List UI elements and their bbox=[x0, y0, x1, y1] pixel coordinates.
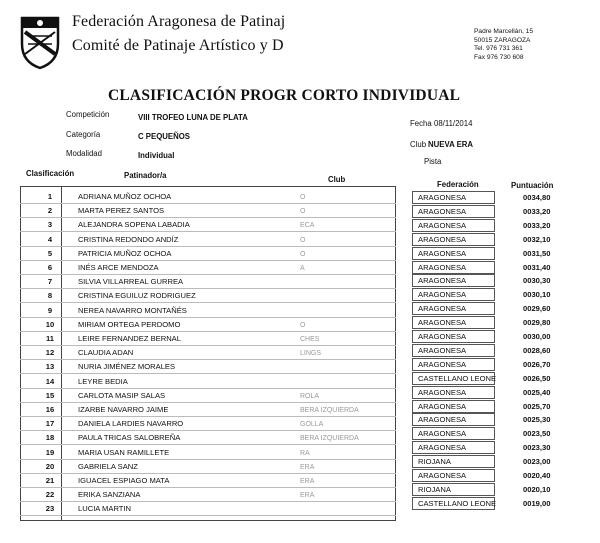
row-club: GOLLA bbox=[300, 421, 324, 428]
categoria-label: Categoría bbox=[66, 130, 101, 139]
club-label: Club bbox=[410, 140, 427, 149]
row-divider bbox=[20, 444, 396, 445]
row-club: RA bbox=[300, 450, 310, 457]
row-federation: ARAGONESA bbox=[418, 360, 467, 369]
row-skater-name: PATRICIA MUÑOZ OCHOA bbox=[78, 249, 172, 258]
row-federation: ARAGONESA bbox=[418, 207, 467, 216]
row-federation: ARAGONESA bbox=[418, 429, 467, 438]
row-score: 0023,50 bbox=[523, 429, 551, 438]
pista-label: Pista bbox=[424, 157, 442, 166]
row-federation: CASTELLANO LEONE bbox=[418, 374, 497, 383]
row-divider bbox=[20, 473, 396, 474]
row-federation: ARAGONESA bbox=[418, 304, 467, 313]
federation-shield-logo bbox=[18, 14, 62, 70]
row-score: 0025,70 bbox=[523, 402, 551, 411]
row-club: ERA bbox=[300, 478, 315, 485]
row-club: O bbox=[300, 208, 306, 215]
row-divider bbox=[20, 302, 396, 303]
row-score: 0025,40 bbox=[523, 388, 551, 397]
row-skater-name: CARLOTA MASIP SALAS bbox=[78, 391, 166, 400]
row-divider bbox=[20, 373, 396, 374]
row-divider bbox=[20, 203, 396, 204]
row-federation: ARAGONESA bbox=[418, 235, 467, 244]
row-skater-name: MARIA USAN RAMILLETE bbox=[78, 448, 170, 457]
row-skater-name: CLAUDIA ADAN bbox=[78, 348, 134, 357]
row-skater-name: PAULA TRICAS SALOBREÑA bbox=[78, 433, 181, 442]
fecha-label: Fecha bbox=[410, 119, 432, 128]
row-position: 20 bbox=[45, 462, 55, 471]
row-divider bbox=[20, 430, 396, 431]
row-position: 4 bbox=[47, 235, 53, 244]
row-score: 0020,40 bbox=[523, 471, 551, 480]
competicion-label: Competición bbox=[66, 110, 110, 119]
club-value: NUEVA ERA bbox=[428, 140, 474, 149]
row-position: 11 bbox=[45, 334, 55, 343]
row-divider bbox=[20, 359, 396, 360]
fecha-value: 08/11/2014 bbox=[434, 119, 473, 128]
row-club: ROLA bbox=[300, 393, 320, 400]
row-position: 10 bbox=[45, 320, 55, 329]
row-score: 0034,80 bbox=[523, 193, 551, 202]
column-header-federacion: Federación bbox=[437, 180, 479, 189]
row-skater-name: MIRIAM ORTEGA PERDOMO bbox=[78, 320, 181, 329]
row-club: O bbox=[300, 251, 306, 258]
column-header-patinador: Patinador/a bbox=[124, 171, 167, 180]
row-score: 0030,00 bbox=[523, 332, 551, 341]
row-position: 14 bbox=[45, 377, 55, 386]
row-club: ERA bbox=[300, 464, 315, 471]
row-score: 0029,80 bbox=[523, 318, 551, 327]
row-score: 0033,20 bbox=[523, 221, 551, 230]
row-skater-name: NEREA NAVARRO MONTAÑÉS bbox=[78, 306, 187, 315]
row-federation: ARAGONESA bbox=[418, 332, 467, 341]
row-position: 23 bbox=[45, 504, 55, 513]
row-score: 0033,20 bbox=[523, 207, 551, 216]
row-federation: ARAGONESA bbox=[418, 276, 467, 285]
column-header-club: Club bbox=[328, 175, 346, 184]
row-skater-name: MARTA PEREZ SANTOS bbox=[78, 206, 165, 215]
row-federation: ARAGONESA bbox=[418, 249, 467, 258]
row-position: 15 bbox=[45, 391, 55, 400]
row-position: 17 bbox=[45, 419, 55, 428]
row-divider bbox=[20, 288, 396, 289]
row-score: 0023,00 bbox=[523, 457, 551, 466]
row-club: A bbox=[300, 265, 305, 272]
row-skater-name: SILVIA VILLARREAL GURREA bbox=[78, 277, 184, 286]
row-skater-name: DANIELA LARDIES NAVARRO bbox=[78, 419, 184, 428]
row-divider bbox=[20, 317, 396, 318]
row-divider bbox=[20, 416, 396, 417]
row-divider bbox=[20, 501, 396, 502]
row-federation: ARAGONESA bbox=[418, 318, 467, 327]
row-position: 5 bbox=[47, 249, 53, 258]
row-score: 0025,30 bbox=[523, 415, 551, 424]
row-divider bbox=[20, 515, 396, 516]
row-divider bbox=[20, 217, 396, 218]
organization-name: Federación Aragonesa de Patinaj bbox=[72, 13, 286, 30]
row-club: LINGS bbox=[300, 350, 322, 357]
document-title: CLASIFICACIÓN PROGR CORTO INDIVIDUAL bbox=[108, 87, 461, 104]
categoria-value: C PEQUEÑOS bbox=[138, 132, 190, 141]
row-federation: CASTELLANO LEONE bbox=[418, 499, 497, 508]
modalidad-value: Individual bbox=[138, 151, 175, 160]
row-club: ECA bbox=[300, 222, 315, 229]
column-header-puntuacion: Puntuación bbox=[511, 181, 554, 190]
row-federation: ARAGONESA bbox=[418, 193, 467, 202]
row-score: 0030,10 bbox=[523, 290, 551, 299]
row-divider bbox=[20, 459, 396, 460]
row-score: 0031,40 bbox=[523, 263, 551, 272]
row-score: 0026,50 bbox=[523, 374, 551, 383]
row-position: 13 bbox=[45, 362, 55, 371]
row-federation: ARAGONESA bbox=[418, 346, 467, 355]
row-position: 6 bbox=[47, 263, 53, 272]
row-divider bbox=[20, 331, 396, 332]
row-position: 7 bbox=[47, 277, 53, 286]
row-federation: ARAGONESA bbox=[418, 290, 467, 299]
row-score: 0031,50 bbox=[523, 249, 551, 258]
row-skater-name: LEIRE FERNANDEZ BERNAL bbox=[78, 334, 181, 343]
row-skater-name: IZARBE NAVARRO JAIME bbox=[78, 405, 169, 414]
row-divider bbox=[20, 260, 396, 261]
row-club: ERA bbox=[300, 492, 315, 499]
row-position: 1 bbox=[47, 192, 53, 201]
row-federation: ARAGONESA bbox=[418, 263, 467, 272]
row-position: 8 bbox=[47, 291, 53, 300]
row-federation: ARAGONESA bbox=[418, 471, 467, 480]
row-position: 19 bbox=[45, 448, 55, 457]
row-score: 0032,10 bbox=[523, 235, 551, 244]
row-skater-name: ADRIANA MUÑOZ OCHOA bbox=[78, 192, 172, 201]
row-divider bbox=[20, 345, 396, 346]
row-divider bbox=[20, 402, 396, 403]
row-federation: ARAGONESA bbox=[418, 402, 467, 411]
column-divider bbox=[61, 187, 62, 520]
row-position: 12 bbox=[45, 348, 55, 357]
row-position: 22 bbox=[45, 490, 55, 499]
row-skater-name: CRISTINA EGUILUZ RODRIGUEZ bbox=[78, 291, 196, 300]
address-line: 50015 ZARAGOZA bbox=[474, 36, 531, 44]
row-club: O bbox=[300, 194, 306, 201]
address-line: Tel. 976 731 361 bbox=[474, 45, 523, 52]
row-club: BERA IZQUIERDA bbox=[300, 407, 359, 414]
row-score: 0019,00 bbox=[523, 499, 551, 508]
row-score: 0020,10 bbox=[523, 485, 551, 494]
row-score: 0028,60 bbox=[523, 346, 551, 355]
row-federation: ARAGONESA bbox=[418, 388, 467, 397]
row-club: O bbox=[300, 237, 306, 244]
row-club: BERA IZQUIERDA bbox=[300, 435, 359, 442]
row-position: 3 bbox=[47, 220, 53, 229]
row-skater-name: LUCIA MARTIN bbox=[78, 504, 132, 513]
row-skater-name: CRISTINA REDONDO ANDÍZ bbox=[78, 235, 179, 244]
row-federation: ARAGONESA bbox=[418, 443, 467, 452]
address-line: Fax 976 730 608 bbox=[474, 53, 524, 61]
row-position: 9 bbox=[47, 306, 53, 315]
row-position: 16 bbox=[45, 405, 55, 414]
address-block bbox=[474, 28, 533, 62]
row-skater-name: ALEJANDRA SOPENA LABADIA bbox=[78, 220, 190, 229]
row-divider bbox=[20, 246, 396, 247]
row-federation: RIOJANA bbox=[418, 485, 451, 494]
row-skater-name: LEYRE BEDIA bbox=[78, 377, 128, 386]
row-position: 21 bbox=[45, 476, 55, 485]
row-skater-name: NURIA JIMÉNEZ MORALES bbox=[78, 362, 176, 371]
row-skater-name: IGUACEL ESPIAGO MATA bbox=[78, 476, 170, 485]
results-table bbox=[20, 186, 396, 521]
row-federation: ARAGONESA bbox=[418, 415, 467, 424]
row-federation: RIOJANA bbox=[418, 457, 451, 466]
row-score: 0029,60 bbox=[523, 304, 551, 313]
row-club: O bbox=[300, 322, 306, 329]
row-divider bbox=[20, 388, 396, 389]
row-skater-name: GABRIELA SANZ bbox=[78, 462, 138, 471]
row-federation: ARAGONESA bbox=[418, 221, 467, 230]
row-score: 0030,30 bbox=[523, 276, 551, 285]
competicion-value: VIII TROFEO LUNA DE PLATA bbox=[138, 113, 248, 122]
row-divider bbox=[20, 231, 396, 232]
row-skater-name: ERIKA SANZIANA bbox=[78, 490, 141, 499]
committee-name: Comité de Patinaje Artístico y D bbox=[72, 37, 284, 54]
row-position: 18 bbox=[45, 433, 55, 442]
row-divider bbox=[20, 487, 396, 488]
column-header-clasificacion: Clasificación bbox=[26, 169, 75, 178]
row-club: CHES bbox=[300, 336, 320, 343]
row-position: 2 bbox=[47, 206, 53, 215]
row-score: 0023,30 bbox=[523, 443, 551, 452]
row-skater-name: INÉS ARCE MENDOZA bbox=[78, 263, 159, 272]
address-line: Padre Marcellán, 15 bbox=[474, 28, 534, 35]
row-divider bbox=[20, 274, 396, 275]
modalidad-label: Modalidad bbox=[66, 149, 102, 158]
row-score: 0026,70 bbox=[523, 360, 551, 369]
